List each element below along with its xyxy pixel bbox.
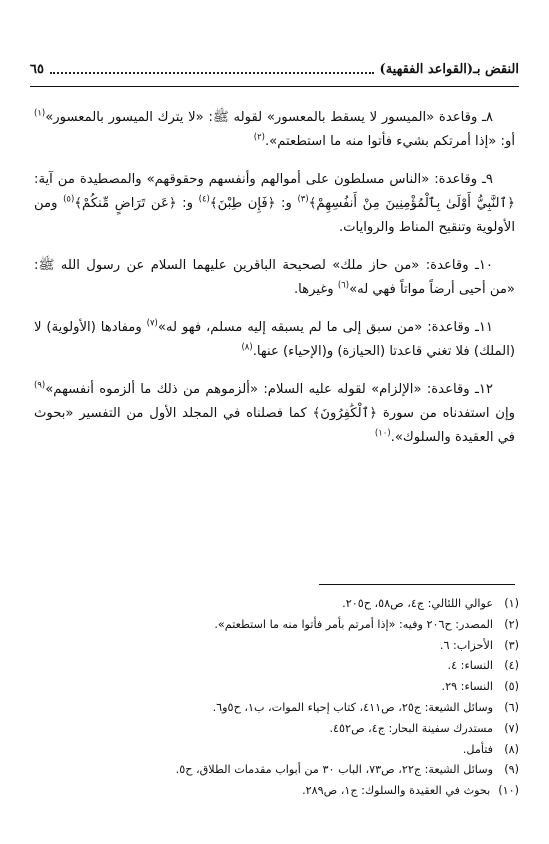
header-title: النقض بـ(القواعد الفقهية) [379, 61, 519, 77]
footnote-ref: (٥) [63, 194, 75, 205]
footnote-item: (٦) وسائل الشيعة: ج٢٥، ص٤١١، كتاب إحياء الموات، ب١، ح٥و٦. [212, 700, 519, 714]
paragraph-12: ١٢ـ وقاعدة: «الإلزام» لقوله عليه السلام: «ألزموهم من ذلك ما ألزموه أنفسهم»$^{(٩)}$ وإن استفدناه من سورة ﴿ٱلْكَٰفِرُونَ﴾ كما فصلناه في المجلد الأول من التفسير «بحوث في العقيدة والسلوك».$^{(١٠)}$ [34, 380, 515, 445]
footnote-ref: (٨) [241, 342, 253, 353]
main-text [34, 106, 515, 464]
footnote-item: (٨) فتأمل. [462, 742, 519, 756]
footnote-ref: (٩) [34, 380, 46, 391]
footnote-ref: (٤) [198, 194, 210, 205]
footnote-item: (١) عوالي اللئالي: ج٤، ص٥٨، ح٢٠٥. [342, 597, 519, 610]
footnote-item: (٧) مستدرك سفينة البحار: ج٤، ص٤٥٢. [329, 721, 519, 735]
paragraph-8: ٨ـ وقاعدة «الميسور لا يسقط بالمعسور» لقوله ﷺ: «لا يترك الميسور بالمعسور»$^{(١)}$ أو: «إذا أمرتكم بشيء فأتوا منه ما استطعتم».$^{(٢)}$ [34, 108, 515, 149]
page-number: ٦٥ [30, 61, 44, 77]
paragraph-11: ١١ـ وقاعدة: «من سبق إلى ما لم يسبقه إليه مسلم، فهو له»$^{(٧)}$ ومفادها (الأولوية) لا (الملك) فلا تغني قاعدتا (الحيازة) و(الإحياء) عنها.$^{(٨)}$ [34, 318, 515, 359]
paragraph-9: ٩ـ وقاعدة: «الناس مسلطون على أموالهم وأنفسهم وحقوقهم» والمصطيدة من آية: ﴿ٱلنَّبِيُّ أَوْلَىٰ بِٱلْمُؤْمِنِينَ مِنْ أَنفُسِهِمْ﴾$^{(٣)}$ و: ﴿فَإِن طِبْنَ﴾$^{(٤)}$ و: ﴿عَن تَرَاضٍ مِّنكُمْ﴾$^{(٥)}$ ومن الأولوية وتنقيح المناط والروايات. [34, 172, 515, 235]
footnote-item: (٢) المصدر: ح٢٠٦ وفيه: «إذا أمرتم بأمر فأتوا منه ما استطعتم». [214, 617, 519, 631]
footnote-ref: (٦) [337, 280, 350, 291]
footnote-divider [319, 584, 515, 585]
running-header [30, 58, 519, 80]
footnotes [30, 594, 519, 802]
footnote-ref: (٧) [146, 318, 158, 329]
footnote-item: (٣) الأحزاب: ٦. [439, 638, 519, 652]
footnote-ref: (١٠) [374, 428, 391, 439]
footnote-item: (٩) وسائل الشيعة: ج٢٢، ص٧٣، الباب ٣٠ من أبواب مقدمات الطلاق، ح٥. [175, 763, 519, 777]
footnote-ref: (٣) [297, 194, 309, 205]
footnote-item: (٥) النساء: ٢٩. [441, 680, 519, 694]
footnote-item: (١٠) بحوث في العقيدة والسلوك: ج١، ص٢٨٩. [302, 784, 519, 798]
footnote-ref: (٢) [253, 132, 265, 143]
header-dot-leader [50, 64, 374, 74]
footnote-item: (٤) النساء: ٤. [447, 659, 519, 673]
header-divider [30, 86, 519, 87]
footnote-ref: (١) [34, 108, 46, 119]
paragraph-10: ١٠ـ وقاعدة: «من حاز ملك» لصحيحة الباقرين عليهما السلام عن رسول الله ﷺ: «من أحيى أرضاً مواتاً فهي له»$^{(٦)}$ وغيرها. [34, 258, 515, 297]
